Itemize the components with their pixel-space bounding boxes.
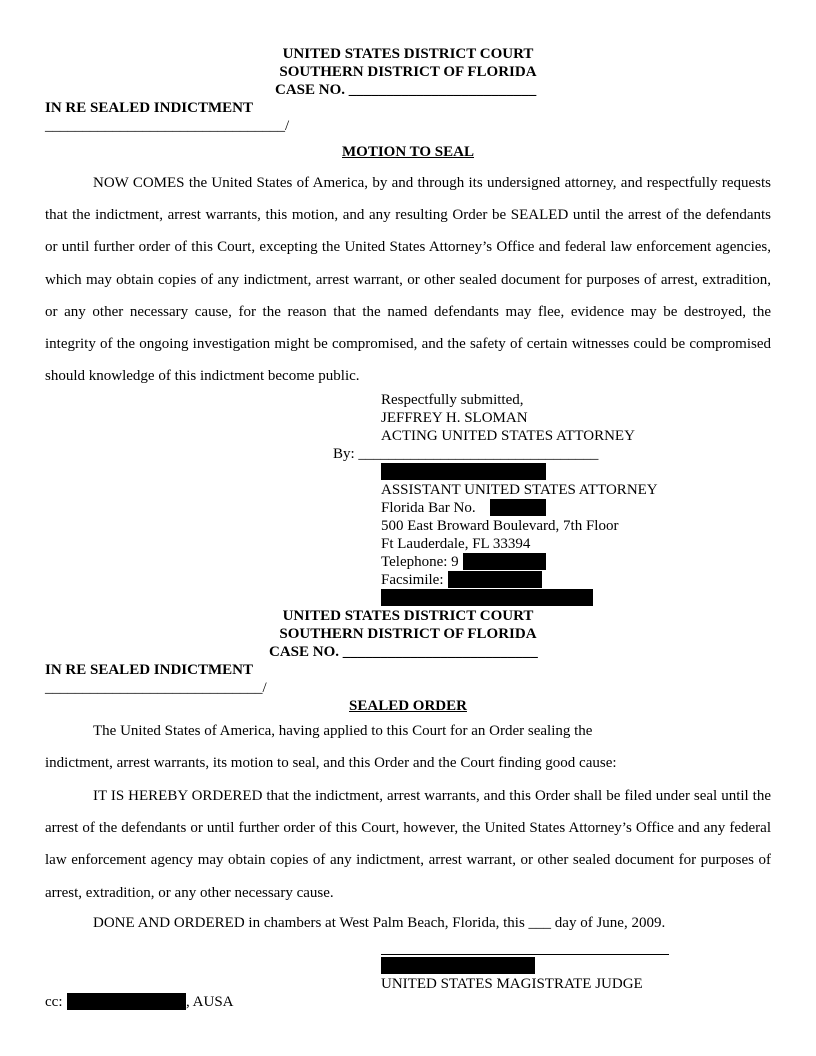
order-para1-line1: The United States of America, having applied to this Court for an Order sealing the (93, 723, 593, 739)
order-court-name: UNITED STATES DISTRICT COURT (282, 608, 534, 624)
signature-telephone-label: Telephone: 9 (381, 554, 459, 570)
order-para1-line2: indictment, arrest warrants, its motion to seal, and this Order and the Court finding good cause: (45, 755, 617, 771)
motion-caption: IN RE SEALED INDICTMENT (45, 100, 253, 116)
judge-signature-line (381, 954, 669, 955)
signature-role: ASSISTANT UNITED STATES ATTORNEY (381, 482, 658, 498)
signature-name: JEFFREY H. SLOMAN (381, 410, 528, 426)
order-para2: IT IS HEREBY ORDERED that the indictment, arrest warrants, and this Order shall be filed under seal until the arrest of the defendants or until further order of this Court, however, the United States Attorney’s Office and any federal law enforcement agency may obtain copies of any indictment, arrest warrant, or other sealed document for purposes of arrest, extradition, or any other necessary cause. (45, 788, 771, 901)
signature-closing: Respectfully submitted, (381, 392, 524, 408)
redacted-judge-name (381, 957, 535, 974)
redacted-email (381, 589, 593, 606)
order-title: SEALED ORDER (349, 698, 467, 714)
order-caption-rule: _____________________________/ (45, 680, 267, 696)
redacted-cc-name (67, 993, 186, 1010)
order-para3: DONE AND ORDERED in chambers at West Palm Beach, Florida, this ___ day of June, 2009. (93, 915, 666, 931)
redacted-attorney-name (381, 463, 546, 480)
redacted-facsimile (448, 571, 542, 588)
motion-body: NOW COMES the United States of America, by and through its undersigned attorney, and respectfully requests that the indictment, arrest warrants, this motion, and any resulting Order be SEALED until the arrest of the defendants or until further order of this Court, excepting the United States Attorney’s Office and federal law enforcement agencies, which may obtain copies of any indictment, arrest warrant, or other sealed document for purposes of arrest, extradition, or any other necessary cause, for the reason that the named defendants may flee, evidence may be destroyed, the integrity of the ongoing investigation might be compromised, and the safety of certain witnesses could be compromised should knowledge of this indictment become public. (45, 175, 771, 385)
order-case-number: CASE NO. __________________________ (269, 644, 538, 660)
signature-by-line: By: ________________________________ (333, 446, 599, 462)
judge-title: UNITED STATES MAGISTRATE JUDGE (381, 976, 643, 992)
order-district-name: SOUTHERN DISTRICT OF FLORIDA (279, 626, 537, 642)
cc-label: cc: (45, 994, 63, 1010)
redacted-telephone (463, 553, 546, 570)
signature-facsimile-label: Facsimile: (381, 572, 444, 588)
cc-suffix: , AUSA (186, 994, 234, 1010)
motion-caption-rule: ________________________________/ (45, 118, 290, 134)
motion-case-number: CASE NO. _________________________ (275, 82, 537, 98)
signature-office: ACTING UNITED STATES ATTORNEY (381, 428, 635, 444)
signature-address: 500 East Broward Boulevard, 7th Floor (381, 518, 619, 534)
signature-city: Ft Lauderdale, FL 33394 (381, 536, 531, 552)
order-caption: IN RE SEALED INDICTMENT (45, 662, 253, 678)
motion-district-name: SOUTHERN DISTRICT OF FLORIDA (279, 64, 537, 80)
redacted-bar-number (490, 499, 546, 516)
motion-title: MOTION TO SEAL (342, 144, 474, 160)
motion-court-name: UNITED STATES DISTRICT COURT (282, 46, 534, 62)
signature-bar-label: Florida Bar No. (381, 500, 476, 516)
